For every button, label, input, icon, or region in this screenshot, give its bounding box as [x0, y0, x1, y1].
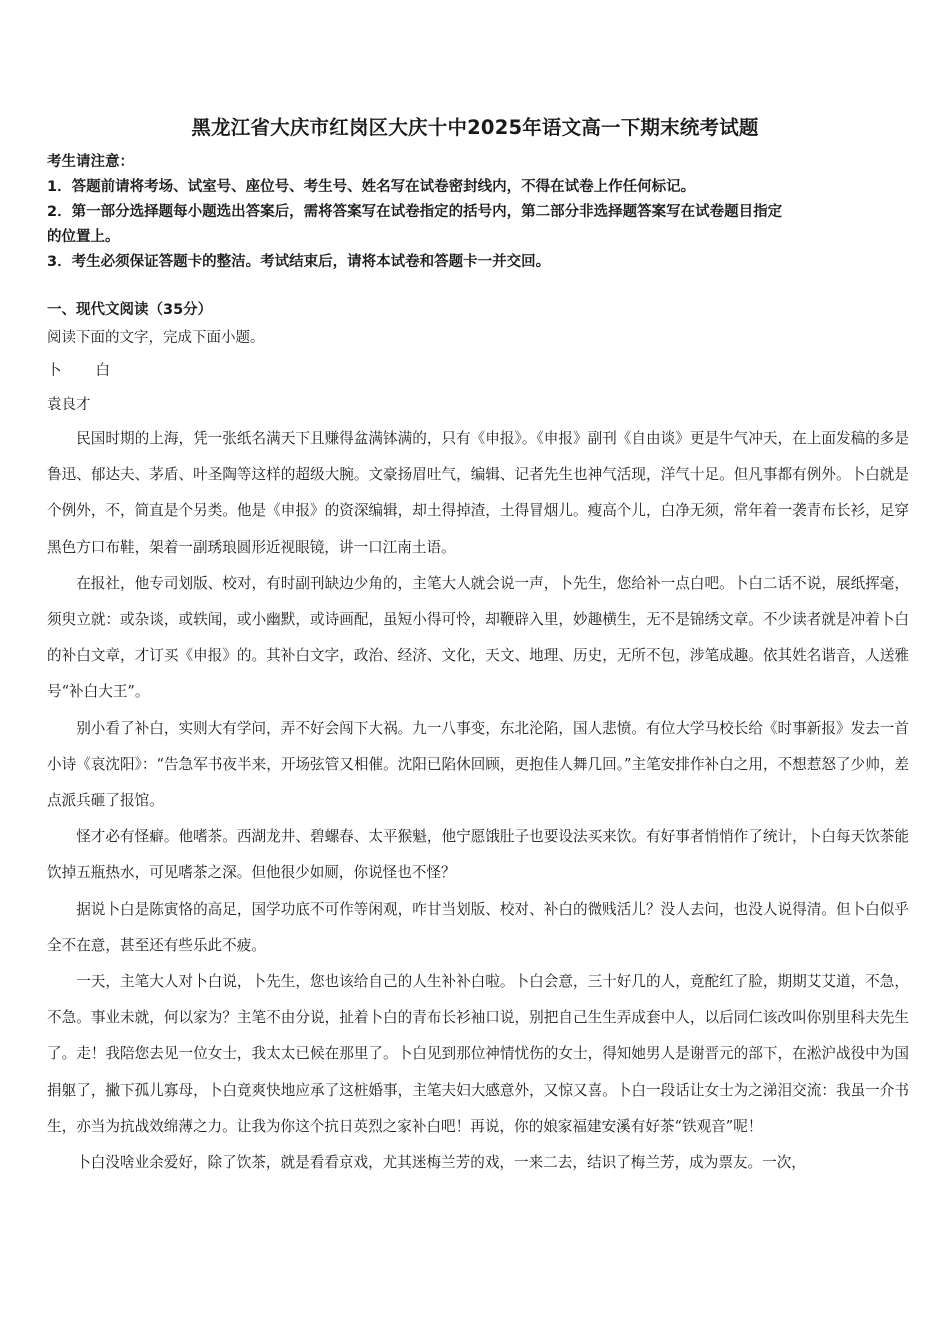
paragraph: 卜白没啥业余爱好，除了饮茶，就是看看京戏，尤其迷梅兰芳的戏，一来二去，结识了梅兰芳，成为票友。一次，	[76, 1154, 806, 1172]
notice-block	[47, 150, 907, 275]
notice-item-2-cont: 的位置上。	[47, 229, 120, 245]
article-body	[47, 421, 909, 1181]
notice-item-1: 1．答题前请将考场、试室号、座位号、考生号、姓名写在试卷密封线内，不得在试卷上作任何标记。	[47, 179, 696, 195]
paragraph: 民国时期的上海，凭一张纸名满天下且赚得盆满钵满的，只有《申报》。《申报》副刊《自由谈》更是牛气冲天，在上面发稿的多是鲁迅、郁达夫、茅盾、叶圣陶等这样的超级大腕。文豪扬眉吐气，编辑、记者先生也神气活现，洋气十足。但凡事都有例外。卜白就是个例外，不，简直是个另类。他是《申报》的资深编辑，却土得掉渣，土得冒烟儿。瘦高个儿，白净无须，常年着一袭青布长衫，足穿黑色方口布鞋，架着一副琇琅圆形近视眼镜，讲一口江南土语。	[47, 430, 909, 556]
paragraph: 怪才必有怪癖。他嗜茶。西湖龙井、碧螺春、太平猴魁，他宁愿饿肚子也要设法买来饮。有好事者悄悄作了统计，卜白每天饮茶能饮掉五瓶热水，可见嗜茶之深。但他很少如厕，你说怪也不怪？	[47, 828, 909, 882]
article-author: 袁良才	[47, 397, 91, 413]
reading-instruction: 阅读下面的文字，完成下面小题。	[47, 330, 265, 346]
exam-title: 黑龙江省大庆市红岗区大庆十中2025年语文高一下期末统考试题	[191, 116, 759, 139]
paragraph: 别小看了补白，实则大有学问，弄不好会闯下大祸。九一八事变，东北沦陷，国人悲愤。有位大学马校长给《时事新报》发去一首小诗《哀沈阳》：“告急军书夜半来，开场弦管又相催。沈阳已陷休回顾，更抱佳人舞几回。”主笔安排作补白之用，不想惹怒了少帅，差点派兵砸了报馆。	[47, 719, 909, 810]
notice-item-2: 2．第一部分选择题每小题选出答案后，需将答案写在试卷指定的括号内，第二部分非选择题答案写在试卷题目指定	[47, 204, 783, 220]
notice-heading: 考生请注意：	[47, 154, 134, 170]
notice-item-3: 3．考生必须保证答题卡的整洁。考试结束后，请将本试卷和答题卡一并交回。	[47, 254, 551, 270]
paragraph: 在报社，他专司划版、校对，有时副刊缺边少角的，主笔大人就会说一声，卜先生，您给补一点白吧。卜白二话不说，展纸挥毫，须臾立就：或杂谈，或轶闻，或小幽默，或诗画配，虽短小得可怜，却鞭辟入里，妙趣横生，无不是锦绣文章。不少读者就是冲着卜白的补白文章，才订买《申报》的。其补白文字，政治、经济、文化，天文、地理、历史，无所不包，涉笔成趣。依其姓名谐音，人送雅号“补白大王”。	[47, 574, 909, 701]
article-title: 卜白	[47, 363, 144, 379]
paragraph: 据说卜白是陈寅恪的高足，国学功底不可作等闲观，咋甘当划版、校对、补白的微贱活儿？没人去问，也没人说得清。但卜白似乎全不在意，甚至还有些乐此不疲。	[47, 900, 909, 954]
paragraph: 一天，主笔大人对卜白说，卜先生，您也该给自己的人生补补白啦。卜白会意，三十好几的人，竟酡红了脸，期期艾艾道，不急，不急。事业未就，何以家为？主笔不由分说，扯着卜白的青布长衫袖口说，别把自己生生弄成套中人，以后同仁该改叫你别里科夫先生了。走！我陪您去见一位女士，我太太已候在那里了。卜白见到那位神情忧伤的女士，得知她男人是谢晋元的部下，在淞沪战役中为国捐躯了，撇下孤儿寡母，卜白竟爽快地应承了这桩婚事，主笔夫妇大感意外，又惊又喜。卜白一段话让女士为之涕泪交流：我虽一介书生，亦当为抗战效绵薄之力。让我为你这个抗日英烈之家补白吧！再说，你的娘家福建安溪有好茶“铁观音”呢！	[47, 973, 909, 1135]
section-heading: 一、现代文阅读（35分）	[47, 302, 213, 318]
